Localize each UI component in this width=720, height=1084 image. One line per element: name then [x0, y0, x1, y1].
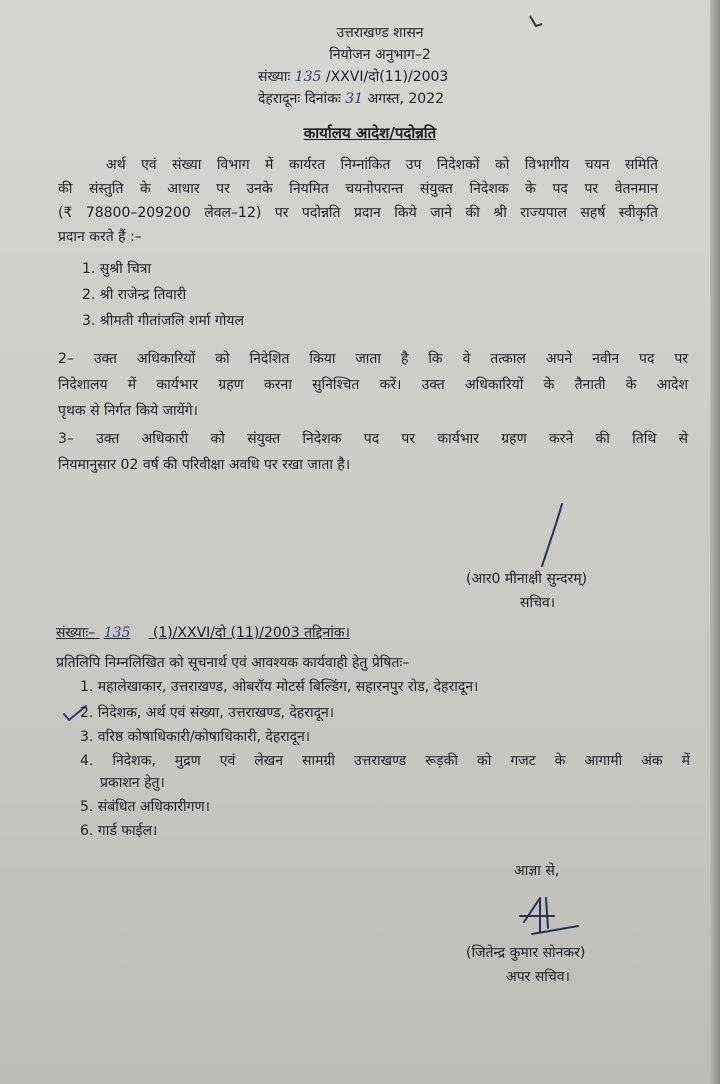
para1-line-2: की संस्तुति के आधार पर उनके नियमित चयनोपरान्त संयुक्त निदेशक के पद पर वेतनमान	[58, 181, 658, 197]
order-date-suffix: अगस्त, 2022	[367, 91, 445, 107]
order-number-handwritten: 135	[294, 69, 322, 85]
copy-item-5: 5. संबंधित अधिकारीगण।	[80, 799, 210, 815]
para1-line-1: अर्थ एवं संख्या विभाग में कार्यरत निम्नांकित उप निदेशकों को विभागीय चयन समिति	[106, 157, 658, 173]
order-date-handwritten: 31	[345, 91, 364, 107]
page-edge-shadow	[710, 0, 720, 1084]
para2-line-1: 2– उक्त अधिकारियों को निदेशित किया जाता है कि वे तत्काल अपने नवीन पद पर	[58, 351, 688, 367]
copy-item-1: 1. महालेखाकार, उत्तराखण्ड, ओबरॉय मोटर्स बिल्डिंग, सहारनपुर रोड, देहरादून।	[80, 679, 479, 695]
officer-3: 3. श्रीमती गीतांजलि शर्मा गोयल	[82, 313, 244, 329]
pen-mark-icon	[526, 12, 546, 32]
order-number-suffix: /XXVI/दो(11)/2003	[325, 69, 449, 85]
para1-line-3: (₹ 78800–209200 लेवल–12) पर पदोन्नति प्रदान किये जाने की श्री राज्यपाल सहर्ष स्वीकृति	[58, 205, 658, 221]
copy-number-prefix: संख्याः–	[56, 625, 96, 641]
copy-item-3: 3. वरिष्ठ कोषाधिकारी/कोषाधिकारी, देहरादून।	[80, 729, 311, 745]
order-date-prefix: देहरादूनः दिनांकः	[258, 91, 341, 107]
order-number	[258, 68, 448, 86]
order-title: कार्यालय आदेश/पदोन्नति	[303, 124, 437, 142]
copy-number	[56, 624, 350, 642]
copy-number-handwritten: 135	[103, 625, 131, 641]
copy-item-6: 6. गार्ड फाईल।	[80, 823, 158, 839]
copy-item-4-continued: प्रकाशन हेतु।	[100, 775, 165, 791]
signatory1-name: (आर0 मीनाक्षी सुन्दरम्)	[466, 571, 588, 587]
copy-intro: प्रतिलिपि निम्नलिखित को सूचनार्थ एवं आवश्यक कार्यवाही हेतु प्रेषितः–	[56, 655, 410, 671]
para2-line-2: निदेशालय में कार्यभार ग्रहण करना सुनिश्चित करें। उक्त अधिकारियों के तैनाती के आदेश	[58, 377, 688, 393]
by-order-text: आज्ञा से,	[514, 863, 560, 879]
signatory2-name: (जितेन्द्र कुमार सोनकर)	[466, 945, 586, 961]
order-date	[258, 90, 444, 108]
copy-number-suffix: (1)/XXVI/दो (11)/2003 तद्दिनांक।	[152, 625, 350, 641]
para1-line-4: प्रदान करते हैं :–	[58, 229, 142, 245]
copy-item-4: 4. निदेशक, मुद्रण एवं लेखन सामग्री उत्तराखण्ड रूड़की को गजट के आगामी अंक में	[80, 753, 690, 769]
section-heading: नियोजन अनुभाग–2	[329, 47, 431, 63]
signatory1-designation: सचिव।	[520, 595, 556, 611]
para3-line-2: नियमानुसार 02 वर्ष की परिवीक्षा अवधि पर रखा जाता है।	[58, 457, 351, 473]
additional-secretary-signature	[510, 892, 590, 942]
para2-line-3: पृथक से निर्गत किये जायेंगे।	[58, 403, 198, 419]
para3-line-1: 3– उक्त अधिकारी को संयुक्त निदेशक पद पर कार्यभार ग्रहण करने की तिथि से	[58, 431, 688, 447]
copy-item-2: 2. निदेशक, अर्थ एवं संख्या, उत्तराखण्ड, देहरादून।	[80, 705, 335, 721]
government-heading: उत्तराखण्ड शासन	[336, 25, 424, 41]
order-number-prefix: संख्याः	[258, 69, 291, 85]
officer-1: 1. सुश्री चित्रा	[82, 261, 152, 277]
secretary-signature	[520, 500, 580, 570]
officer-2: 2. श्री राजेन्द्र तिवारी	[82, 287, 187, 303]
signatory2-designation: अपर सचिव।	[506, 969, 570, 985]
